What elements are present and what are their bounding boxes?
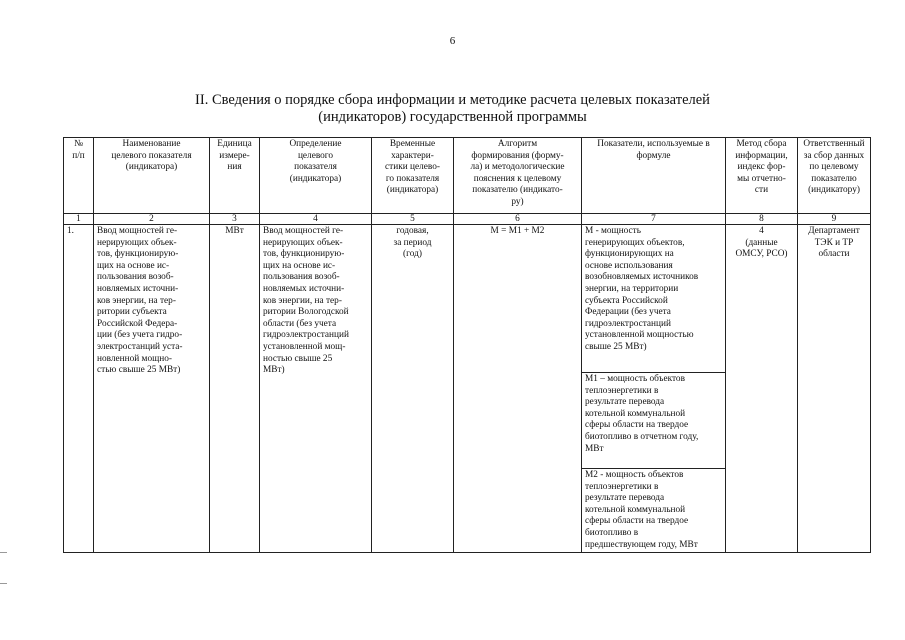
indicators-table bbox=[63, 137, 871, 553]
heading-line-2: (индикаторов) государственной программы bbox=[318, 109, 587, 125]
column-number: 7 bbox=[582, 214, 726, 225]
definition-cell: Ввод мощностей ге- нерирующих объек- тов, функционирую- щих на основе ис- пользования возоб- новляемых источни- ков энергии, на тер- ритории Вологодской области (без учета гидроэлектростанций установленной мощ- ностью свыше 25 МВт) bbox=[260, 225, 372, 553]
column-header: Метод сбора информации, индекс фор- мы отчетно- сти bbox=[726, 138, 798, 214]
column-header: Определение целевого показателя (индикатора) bbox=[260, 138, 372, 214]
column-number-row bbox=[64, 214, 871, 225]
column-header: № п/п bbox=[64, 138, 94, 214]
column-number: 4 bbox=[260, 214, 372, 225]
section-heading bbox=[150, 92, 755, 126]
column-header: Наименование целевого показателя (индикатора) bbox=[94, 138, 210, 214]
column-number: 3 bbox=[210, 214, 260, 225]
column-number: 1 bbox=[64, 214, 94, 225]
page-number: 6 bbox=[449, 35, 456, 47]
formula-indicator-m2: М2 - мощность объектов теплоэнергетики в результате перевода котельной коммунальной сферы области на твердое биотопливо в предшествующем году, МВт bbox=[582, 469, 726, 553]
indicator-name-cell: Ввод мощностей ге- нерирующих объек- тов, функционирую- щих на основе ис- пользования возоб- новляемых источни- ков энергии, на тер- ритории субъекта Российской Федера- ции (без учета гидро- электростанций уста- новленной мощно- стью свыше 25 МВт) bbox=[94, 225, 210, 553]
heading-line-1: II. Сведения о порядке сбора информации и методике расчета целевых показателей bbox=[195, 92, 710, 108]
margin-mark bbox=[0, 552, 7, 553]
column-header: Алгоритм формирования (форму- ла) и методологические пояснения к целевому показателю (индикато- ру) bbox=[454, 138, 582, 214]
column-number: 8 bbox=[726, 214, 798, 225]
column-number: 9 bbox=[798, 214, 871, 225]
responsible-cell: Департамент ТЭК и ТР области bbox=[798, 225, 871, 553]
formula-cell: М = М1 + М2 bbox=[454, 225, 582, 553]
column-number: 2 bbox=[94, 214, 210, 225]
table-row bbox=[64, 225, 871, 373]
unit-cell: МВт bbox=[210, 225, 260, 553]
table-header-row bbox=[64, 138, 871, 214]
column-header: Временные характери- стики целево- го показателя (индикатора) bbox=[372, 138, 454, 214]
time-characteristics-cell: годовая, за период (год) bbox=[372, 225, 454, 553]
collection-method-cell: 4 (данные ОМСУ, РСО) bbox=[726, 225, 798, 553]
formula-indicator-m: М - мощность генерирующих объектов, функционирующих на основе использования возобновляемых источников энергии, на территории субъекта Российской Федерации (без учета гидроэлектростанций установленной мощностью свыше 25 МВт) bbox=[582, 225, 726, 373]
column-number: 5 bbox=[372, 214, 454, 225]
margin-mark bbox=[0, 583, 7, 584]
column-number: 6 bbox=[454, 214, 582, 225]
row-number-cell: 1. bbox=[64, 225, 94, 553]
formula-indicator-m1: М1 – мощность объектов теплоэнергетики в результате перевода котельной коммунальной сферы области на твердое биотопливо в отчетном году, МВт bbox=[582, 373, 726, 469]
column-header: Единица измере- ния bbox=[210, 138, 260, 214]
column-header: Показатели, используемые в формуле bbox=[582, 138, 726, 214]
column-header: Ответственный за сбор данных по целевому показателю (индикатору) bbox=[798, 138, 871, 214]
